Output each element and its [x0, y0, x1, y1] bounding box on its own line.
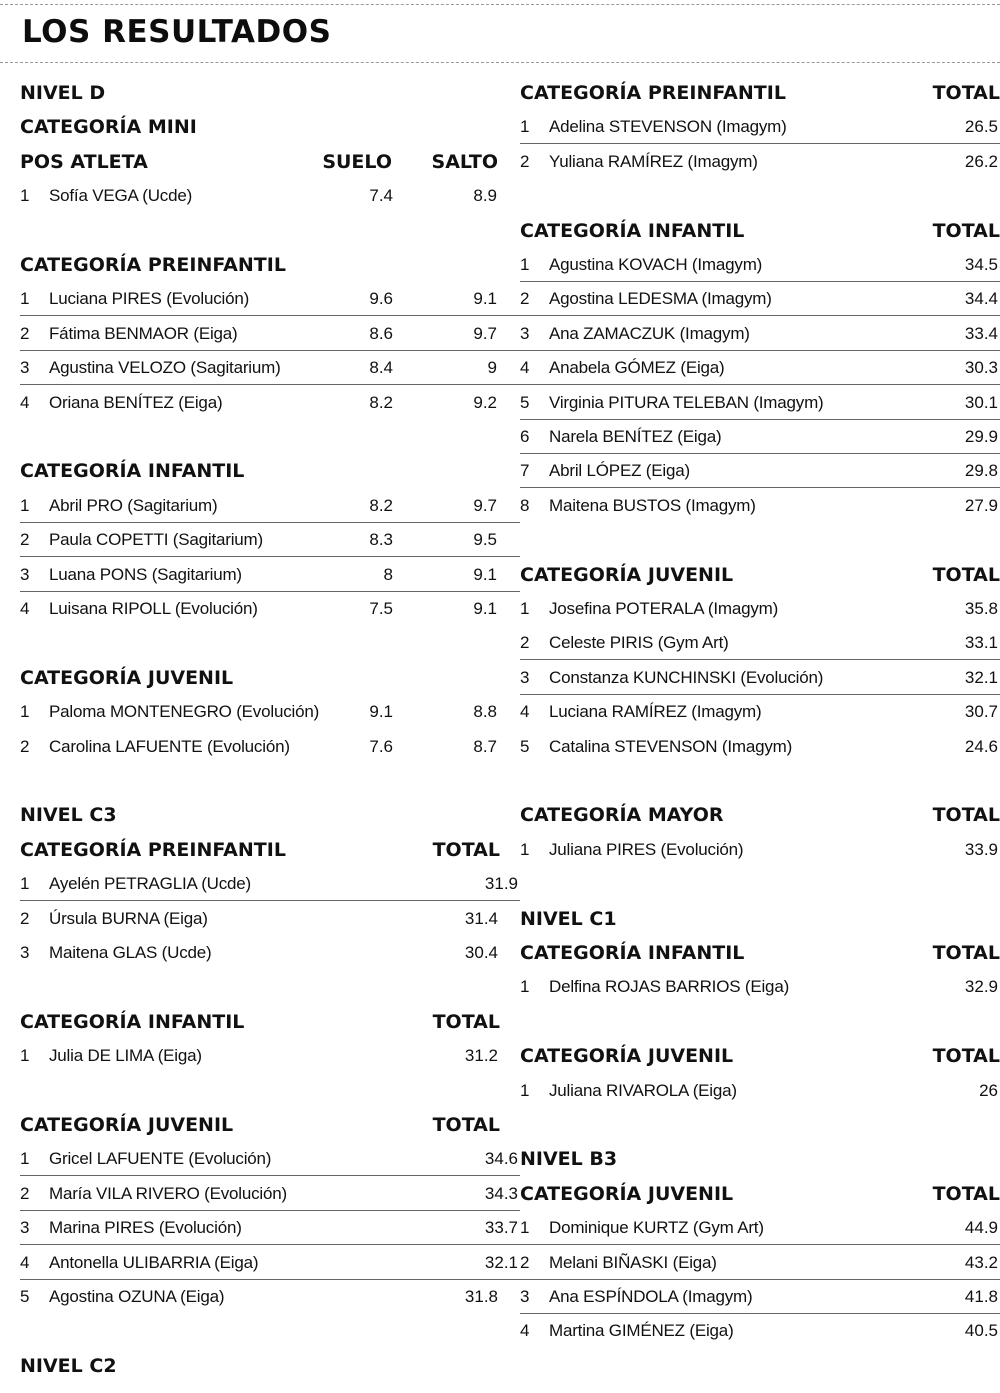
- suelo-score: 8.2: [369, 495, 393, 515]
- result-row: [20, 1280, 500, 1314]
- total-score: 26: [979, 1080, 998, 1100]
- athlete-name: Agostina LEDESMA (Imagym): [549, 289, 772, 309]
- suelo-score: 8: [383, 564, 393, 584]
- result-row: [520, 282, 1000, 316]
- total-score: 34.3: [484, 1183, 518, 1203]
- result-row: [20, 1142, 520, 1176]
- category-title: CATEGORÍA JUVENIL: [520, 563, 734, 586]
- category-title: CATEGORÍA PREINFANTIL: [20, 838, 286, 861]
- total-score: 29.8: [964, 461, 998, 481]
- result-row: [520, 110, 1000, 144]
- position: 3: [20, 943, 30, 962]
- position: 3: [20, 358, 30, 378]
- category-heading: [520, 558, 1000, 592]
- position: 1: [20, 1149, 30, 1169]
- result-row: [520, 454, 1000, 488]
- position: 4: [520, 702, 530, 722]
- result-row: [520, 730, 1000, 764]
- position: 1: [520, 839, 530, 859]
- athlete-name: Julia DE LIMA (Eiga): [49, 1046, 202, 1066]
- result-row: [520, 386, 1000, 420]
- category-title: CATEGORÍA JUVENIL: [20, 1114, 234, 1136]
- category-heading: [20, 1005, 500, 1039]
- position: 2: [20, 530, 30, 550]
- result-row: [520, 1211, 1000, 1245]
- result-row: [520, 248, 1000, 282]
- position: 3: [520, 667, 530, 687]
- position: 8: [520, 495, 530, 515]
- suelo-header: SUELO: [322, 150, 392, 173]
- result-row: [20, 179, 500, 213]
- total-score: 34.6: [484, 1149, 518, 1169]
- category-heading: [520, 798, 1000, 832]
- position: 5: [20, 1287, 30, 1306]
- position: 5: [520, 392, 530, 412]
- athlete-name: Narela BENÍTEZ (Eiga): [549, 427, 722, 446]
- total-header: TOTAL: [932, 219, 1000, 242]
- title-dashed-rule: [0, 62, 1000, 63]
- athlete-name: Delfina ROJAS BARRIOS (Eiga): [549, 977, 790, 997]
- category-heading: [520, 936, 1000, 970]
- result-row: [20, 730, 500, 764]
- result-row: [520, 1280, 1000, 1314]
- category-heading: [20, 661, 500, 695]
- category-heading: [520, 214, 1000, 248]
- position: 2: [20, 736, 30, 756]
- category-title: CATEGORÍA JUVENIL: [520, 1045, 734, 1068]
- total-score: 33.4: [964, 323, 998, 343]
- total-score: 27.9: [964, 495, 998, 515]
- category-title: CATEGORÍA INFANTIL: [520, 219, 745, 242]
- total-score: 31.2: [464, 1046, 498, 1066]
- suelo-score: 8.3: [369, 530, 393, 550]
- total-score: 34.4: [964, 289, 998, 309]
- position: 1: [520, 599, 530, 618]
- total-score: 30.3: [964, 358, 998, 378]
- position: 4: [20, 392, 30, 412]
- athlete-name: Antonella ULIBARRIA (Eiga): [49, 1252, 259, 1272]
- athlete-name: Maitena GLAS (Ucde): [49, 943, 212, 962]
- position: 2: [520, 1252, 530, 1272]
- total-score: 43.2: [964, 1252, 998, 1272]
- athlete-name: Carolina LAFUENTE (Evolución): [49, 736, 290, 756]
- level-heading: [20, 76, 500, 110]
- athlete-name: Agostina OZUNA (Eiga): [49, 1287, 225, 1306]
- category-heading: [520, 1177, 1000, 1211]
- result-row: [20, 1177, 520, 1211]
- athlete-name: Úrsula BURNA (Eiga): [49, 908, 208, 928]
- athlete-name: Gricel LAFUENTE (Evolución): [49, 1149, 272, 1169]
- total-header: TOTAL: [932, 942, 1000, 964]
- level-heading: [520, 1142, 1000, 1176]
- total-score: 32.1: [964, 667, 998, 687]
- position: 1: [520, 255, 530, 274]
- result-row: [20, 1246, 520, 1280]
- category-heading: [20, 833, 500, 867]
- athlete-name: Adelina STEVENSON (Imagym): [549, 117, 787, 137]
- total-header: TOTAL: [932, 1182, 1000, 1205]
- result-row: [20, 386, 500, 420]
- position: 7: [520, 461, 530, 481]
- result-row: [20, 317, 520, 351]
- total-score: 44.9: [964, 1218, 998, 1238]
- salto-score: 9.1: [473, 599, 497, 618]
- result-row: [520, 592, 1000, 626]
- position: 2: [20, 323, 30, 343]
- suelo-score: 7.4: [369, 186, 393, 206]
- position: 1: [20, 495, 30, 515]
- position: 3: [520, 323, 530, 343]
- position: 1: [20, 1046, 30, 1066]
- category-heading: [20, 248, 500, 282]
- position: 1: [520, 117, 530, 137]
- total-score: 29.9: [964, 427, 998, 446]
- category-heading: [20, 110, 500, 144]
- athlete-name: Ana ESPÍNDOLA (Imagym): [549, 1287, 753, 1306]
- category-title: CATEGORÍA MAYOR: [520, 804, 724, 827]
- athlete-name: Oriana BENÍTEZ (Eiga): [49, 392, 223, 412]
- athlete-name: Celeste PIRIS (Gym Art): [549, 633, 729, 653]
- total-header: TOTAL: [432, 1114, 500, 1136]
- page-title: LOS RESULTADOS: [22, 14, 332, 50]
- position: 6: [520, 427, 530, 446]
- salto-score: 8.7: [473, 736, 497, 756]
- athlete-name: Sofía VEGA (Ucde): [49, 186, 193, 206]
- position: 3: [20, 564, 30, 584]
- position: 4: [20, 1252, 30, 1272]
- salto-score: 9.2: [473, 392, 497, 412]
- category-title: CATEGORÍA INFANTIL: [20, 460, 245, 483]
- score-column-headers: [20, 145, 500, 179]
- result-row: [520, 833, 1000, 867]
- total-score: 31.8: [464, 1287, 498, 1306]
- position: 4: [20, 599, 30, 618]
- result-row: [520, 145, 1000, 179]
- total-score: 24.6: [964, 736, 998, 756]
- athlete-name: Anabela GÓMEZ (Eiga): [549, 358, 725, 378]
- category-title: CATEGORÍA PREINFANTIL: [520, 82, 786, 104]
- position: 1: [520, 1218, 530, 1238]
- result-row: [520, 351, 1000, 385]
- total-score: 40.5: [964, 1321, 998, 1341]
- result-row: [520, 1246, 1000, 1280]
- position: 4: [520, 358, 530, 378]
- athlete-name: Abril LÓPEZ (Eiga): [549, 461, 690, 481]
- athlete-name: Ayelén PETRAGLIA (Ucde): [49, 874, 252, 894]
- total-header: TOTAL: [432, 838, 500, 861]
- result-row: [520, 695, 1000, 729]
- result-row: [520, 317, 1000, 351]
- category-heading: [20, 454, 500, 488]
- position: 2: [520, 289, 530, 309]
- suelo-score: 8.2: [369, 392, 393, 412]
- position: 3: [520, 1287, 530, 1306]
- top-dashed-rule: [0, 4, 1000, 5]
- level-title: NIVEL C3: [20, 804, 117, 827]
- position: 4: [520, 1321, 530, 1341]
- total-score: 31.4: [464, 908, 498, 928]
- position: 3: [20, 1218, 30, 1238]
- total-score: 33.7: [484, 1218, 518, 1238]
- position: 2: [20, 1183, 30, 1203]
- salto-score: 8.9: [473, 186, 497, 206]
- athlete-name: Luciana PIRES (Evolución): [49, 289, 250, 309]
- salto-score: 9.1: [473, 564, 497, 584]
- result-row: [20, 592, 500, 626]
- athlete-name: Luana PONS (Sagitarium): [49, 564, 242, 584]
- suelo-score: 9.6: [369, 289, 393, 309]
- result-row: [20, 902, 500, 936]
- result-row: [20, 282, 520, 316]
- athlete-name: María VILA RIVERO (Evolución): [49, 1183, 287, 1203]
- salto-score: 8.8: [473, 702, 497, 722]
- total-score: 35.8: [964, 599, 998, 618]
- result-row: [520, 1314, 1000, 1348]
- category-title: CATEGORÍA MINI: [20, 116, 197, 139]
- athlete-name: Maitena BUSTOS (Imagym): [549, 495, 756, 515]
- result-row: [520, 626, 1000, 660]
- result-row: [20, 695, 500, 729]
- category-title: CATEGORÍA JUVENIL: [20, 666, 234, 689]
- result-row: [520, 970, 1000, 1004]
- level-heading: [520, 902, 1000, 936]
- salto-score: 9: [487, 358, 497, 378]
- salto-score: 9.1: [473, 289, 497, 309]
- pos-athlete-header: POS ATLETA: [20, 150, 148, 173]
- athlete-name: Paloma MONTENEGRO (Evolución): [49, 702, 320, 722]
- athlete-name: Juliana RIVAROLA (Eiga): [549, 1080, 737, 1100]
- result-row: [520, 420, 1000, 454]
- total-score: 41.8: [964, 1287, 998, 1306]
- level-title: NIVEL B3: [520, 1148, 618, 1171]
- suelo-score: 8.4: [369, 358, 393, 378]
- total-header: TOTAL: [932, 563, 1000, 586]
- result-row: [20, 558, 520, 592]
- category-title: CATEGORÍA INFANTIL: [520, 942, 745, 964]
- athlete-name: Yuliana RAMÍREZ (Imagym): [549, 151, 758, 171]
- total-score: 33.9: [964, 839, 998, 859]
- salto-score: 9.7: [473, 323, 497, 343]
- position: 1: [20, 186, 30, 206]
- suelo-score: 8.6: [369, 323, 393, 343]
- position: 1: [20, 289, 30, 309]
- athlete-name: Fátima BENMAOR (Eiga): [49, 323, 238, 343]
- total-score: 33.1: [964, 633, 998, 653]
- position: 2: [520, 633, 530, 653]
- athlete-name: Josefina POTERALA (Imagym): [549, 599, 779, 618]
- athlete-name: Luisana RIPOLL (Evolución): [49, 599, 258, 618]
- result-row: [20, 1039, 500, 1073]
- total-score: 26.5: [964, 117, 998, 137]
- position: 5: [520, 736, 530, 756]
- athlete-name: Constanza KUNCHINSKI (Evolución): [549, 667, 824, 687]
- total-score: 31.9: [484, 874, 518, 894]
- athlete-name: Dominique KURTZ (Gym Art): [549, 1218, 764, 1238]
- athlete-name: Marina PIRES (Evolución): [49, 1218, 242, 1238]
- result-row: [520, 1074, 1000, 1108]
- athlete-name: Paula COPETTI (Sagitarium): [49, 530, 263, 550]
- total-score: 34.5: [964, 255, 998, 274]
- category-heading: [520, 76, 1000, 110]
- category-heading: [20, 1108, 500, 1142]
- result-row: [20, 867, 520, 901]
- position: 1: [520, 977, 530, 997]
- total-header: TOTAL: [432, 1010, 500, 1033]
- athlete-name: Agustina KOVACH (Imagym): [549, 255, 763, 274]
- level-heading: [20, 1349, 500, 1383]
- athlete-name: Luciana RAMÍREZ (Imagym): [549, 702, 762, 722]
- position: 2: [520, 151, 530, 171]
- suelo-score: 7.5: [369, 599, 393, 618]
- position: 1: [20, 874, 30, 894]
- total-header: TOTAL: [932, 804, 1000, 827]
- athlete-name: Juliana PIRES (Evolución): [549, 839, 744, 859]
- athlete-name: Ana ZAMACZUK (Imagym): [549, 323, 750, 343]
- level-title: NIVEL D: [20, 82, 106, 104]
- total-score: 30.1: [964, 392, 998, 412]
- category-heading: [520, 1039, 1000, 1073]
- position: 1: [520, 1080, 530, 1100]
- suelo-score: 7.6: [369, 736, 393, 756]
- athlete-name: Agustina VELOZO (Sagitarium): [49, 358, 281, 378]
- salto-score: 9.7: [473, 495, 497, 515]
- athlete-name: Martina GIMÉNEZ (Eiga): [549, 1321, 734, 1341]
- total-score: 30.7: [964, 702, 998, 722]
- total-score: 32.1: [484, 1252, 518, 1272]
- total-score: 32.9: [964, 977, 998, 997]
- athlete-name: Abril PRO (Sagitarium): [49, 495, 218, 515]
- result-row: [520, 661, 1000, 695]
- athlete-name: Virginia PITURA TELEBAN (Imagym): [549, 392, 824, 412]
- result-row: [520, 489, 1000, 523]
- athlete-name: Catalina STEVENSON (Imagym): [549, 736, 793, 756]
- suelo-score: 9.1: [369, 702, 393, 722]
- result-row: [20, 489, 520, 523]
- result-row: [20, 523, 520, 557]
- result-row: [20, 351, 520, 385]
- total-score: 30.4: [464, 943, 498, 962]
- position: 1: [20, 702, 30, 722]
- result-row: [20, 936, 500, 970]
- level-title: NIVEL C1: [520, 907, 617, 930]
- total-score: 26.2: [964, 151, 998, 171]
- salto-header: SALTO: [431, 150, 498, 173]
- position: 2: [20, 908, 30, 928]
- level-heading: [20, 798, 500, 832]
- salto-score: 9.5: [473, 530, 497, 550]
- athlete-name: Melani BIÑASKI (Eiga): [549, 1252, 717, 1272]
- category-title: CATEGORÍA PREINFANTIL: [20, 254, 286, 276]
- total-header: TOTAL: [932, 1045, 1000, 1068]
- result-row: [20, 1211, 520, 1245]
- level-title: NIVEL C2: [20, 1354, 117, 1377]
- category-title: CATEGORÍA INFANTIL: [20, 1010, 245, 1033]
- category-title: CATEGORÍA JUVENIL: [520, 1182, 734, 1205]
- total-header: TOTAL: [932, 82, 1000, 104]
